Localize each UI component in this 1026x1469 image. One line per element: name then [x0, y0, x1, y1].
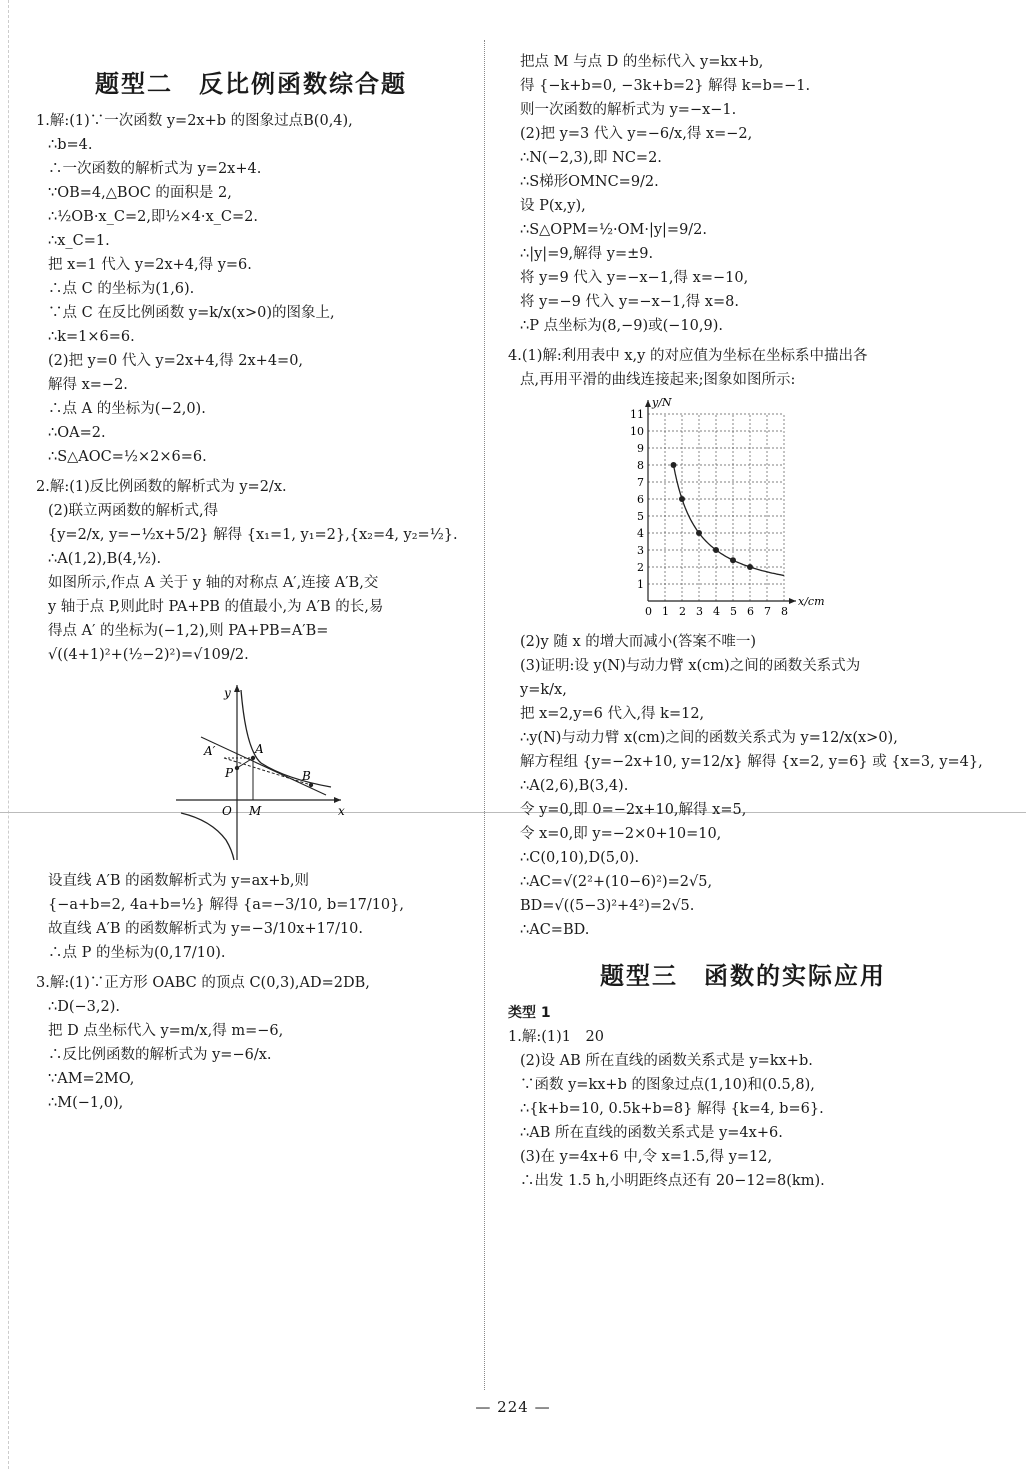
chart-y-label: y/N: [652, 396, 672, 409]
chart-y-tick-label: 6: [637, 493, 644, 506]
solution-line: 解方程组 {y=−2x+10, y=12/x} 解得 {x=2, y=6} 或 {x=3, y=4},: [520, 754, 983, 770]
solution-line: 得点 A′ 的坐标为(−1,2),则 PA+PB=A′B=: [48, 623, 329, 639]
solution-line: 把 D 点坐标代入 y=m/x,得 m=−6,: [48, 1023, 284, 1039]
solution-line: (2)把 y=3 代入 y=−6/x,得 x=−2,: [520, 126, 753, 142]
figure-q4-chart: [508, 396, 978, 626]
solution-line: 设 P(x,y),: [520, 198, 586, 214]
solution-line: 将 y=9 代入 y=−x−1,得 x=−10,: [520, 270, 749, 286]
solution-line: ∴C(0,10),D(5,0).: [520, 850, 640, 866]
fig-label-p: P: [225, 766, 234, 780]
chart-data-point: [747, 564, 753, 570]
solution-line: ∴N(−2,3),即 NC=2.: [520, 150, 662, 166]
solution-line: ∵AM=2MO,: [48, 1071, 135, 1087]
solution-line: ∴S△AOC=½×2×6=6.: [48, 449, 207, 465]
chart-y-tick-label: 10: [630, 425, 644, 438]
chart-x-tick-label: 2: [679, 605, 686, 618]
chart-data-point: [679, 496, 685, 502]
chart-x-tick-label: 8: [781, 605, 788, 618]
solution-line: 点,再用平滑的曲线连接起来;图象如图所示:: [520, 372, 796, 388]
solution-line: ∴k=1×6=6.: [48, 329, 135, 345]
section-title-2: 题型二 反比例函数综合题: [95, 70, 407, 98]
chart-x-tick-label: 1: [662, 605, 669, 618]
solution-line: BD=√((5−3)²+4²)=2√5.: [520, 898, 695, 914]
chart-x-tick-label: 3: [696, 605, 703, 618]
solution-line: 解得 x=−2.: [48, 377, 128, 393]
solution-line: 如图所示,作点 A 关于 y 轴的对称点 A′,连接 A′B,交: [48, 575, 379, 591]
solution-line: ∴OA=2.: [48, 425, 106, 441]
solution-line: (3)证明:设 y(N)与动力臂 x(cm)之间的函数关系式为: [520, 658, 861, 674]
solution-line: ∴P 点坐标为(8,−9)或(−10,9).: [520, 318, 723, 334]
solution-line: ∴出发 1.5 h,小明距终点还有 20−12=8(km).: [520, 1173, 825, 1189]
solution-line: 4.(1)解:利用表中 x,y 的对应值为坐标在坐标系中描出各: [508, 348, 868, 364]
solution-line: ∴M(−1,0),: [48, 1095, 124, 1111]
chart-x-tick-label: 5: [730, 605, 737, 618]
type-label: 类型 1: [508, 1005, 551, 1021]
solution-line: (3)在 y=4x+6 中,令 x=1.5,得 y=12,: [520, 1149, 773, 1165]
solution-line: ∴½OB·x_C=2,即½×4·x_C=2.: [48, 209, 258, 225]
solution-line: 令 x=0,即 y=−2×0+10=10,: [520, 826, 722, 842]
solution-line: ∵函数 y=kx+b 的图象过点(1,10)和(0.5,8),: [520, 1077, 815, 1093]
solution-line: ∴AB 所在直线的函数关系式是 y=4x+6.: [520, 1125, 783, 1141]
solution-line: 1.解:(1)∵一次函数 y=2x+b 的图象过点B(0,4),: [36, 113, 353, 129]
chart-data-point: [713, 547, 719, 553]
solution-line: (2)y 随 x 的增大而减小(答案不唯一): [520, 634, 757, 650]
chart-y-tick-label: 4: [637, 527, 644, 540]
solution-line: 将 y=−9 代入 y=−x−1,得 x=8.: [520, 294, 739, 310]
fig-label-m: M: [249, 804, 262, 818]
solution-line: ∴AC=BD.: [520, 922, 590, 938]
chart-y-tick-label: 8: [637, 459, 644, 472]
solution-line: ∴A(2,6),B(3,4).: [520, 778, 629, 794]
solution-line: ∴AC=√(2²+(10−6)²)=2√5,: [520, 874, 713, 890]
solution-line: ∴点 A 的坐标为(−2,0).: [48, 401, 206, 417]
section-title-3: 题型三 函数的实际应用: [600, 962, 886, 990]
binding-guide: [8, 0, 9, 1469]
solution-line: ∴D(−3,2).: [48, 999, 120, 1015]
chart-y-tick-label: 5: [637, 510, 644, 523]
chart-y-tick-label: 9: [637, 442, 644, 455]
solution-line: ∴S梯形OMNC=9/2.: [520, 174, 659, 190]
solution-line: {y=2/x, y=−½x+5/2} 解得 {x₁=1, y₁=2},{x₂=4, y₂=½}.: [48, 527, 458, 543]
solution-line: y=k/x,: [520, 682, 567, 698]
chart-x-tick-label: 6: [747, 605, 754, 618]
solution-line: ∵点 C 在反比例函数 y=k/x(x>0)的图象上,: [48, 305, 335, 321]
solution-line: √((4+1)²+(½−2)²)=√109/2.: [48, 647, 249, 663]
chart-x-tick-label: 0: [645, 605, 652, 618]
solution-line: 故直线 A′B 的函数解析式为 y=−3/10x+17/10.: [48, 921, 364, 937]
chart-data-point: [730, 557, 736, 563]
solution-line: 3.解:(1)∵正方形 OABC 的顶点 C(0,3),AD=2DB,: [36, 975, 370, 991]
fig-label-b: B: [302, 769, 311, 783]
chart-y-tick-label: 7: [637, 476, 644, 489]
chart-x-tick-label: 7: [764, 605, 771, 618]
fig-label-y: y: [224, 686, 231, 700]
chart-y-tick-label: 3: [637, 544, 644, 557]
solution-line: ∴S△OPM=½·OM·|y|=9/2.: [520, 222, 708, 238]
solution-line: 把点 M 与点 D 的坐标代入 y=kx+b,: [520, 54, 764, 70]
solution-line: ∴y(N)与动力臂 x(cm)之间的函数关系式为 y=12/x(x>0),: [520, 730, 898, 746]
figure-q2-graph: [36, 675, 466, 865]
chart-y-tick-label: 11: [630, 408, 644, 421]
solution-line: ∴点 C 的坐标为(1,6).: [48, 281, 195, 297]
solution-line: ∴x_C=1.: [48, 233, 110, 249]
page-number: — 224 —: [475, 1398, 551, 1416]
chart-y-arrow: [645, 400, 651, 407]
chart-x-arrow: [789, 598, 796, 604]
solution-line: ∴一次函数的解析式为 y=2x+4.: [48, 161, 262, 177]
column-divider: [484, 40, 485, 1390]
left-column: [36, 50, 466, 1115]
solution-line: ∴点 P 的坐标为(0,17/10).: [48, 945, 226, 961]
solution-line: y 轴于点 P,则此时 PA+PB 的值最小,为 A′B 的长,易: [48, 599, 384, 615]
solution-line: 1.解:(1)1 20: [508, 1029, 604, 1045]
fig-label-a-prime: A′: [204, 744, 216, 758]
chart-x-tick-label: 4: [713, 605, 720, 618]
solution-line: 把 x=2,y=6 代入,得 k=12,: [520, 706, 705, 722]
solution-line: (2)设 AB 所在直线的函数关系式是 y=kx+b.: [520, 1053, 813, 1069]
chart-curve-line: [674, 465, 785, 576]
solution-line: 令 y=0,即 0=−2x+10,解得 x=5,: [520, 802, 747, 818]
fig-label-a: A: [255, 742, 264, 756]
right-column: [508, 50, 983, 1193]
fig-label-x: x: [338, 804, 345, 818]
solution-line: 2.解:(1)反比例函数的解析式为 y=2/x.: [36, 479, 287, 495]
chart-x-label: x/cm: [798, 595, 825, 608]
solution-line: 把 x=1 代入 y=2x+4,得 y=6.: [48, 257, 252, 273]
solution-line: {−a+b=2, 4a+b=½} 解得 {a=−3/10, b=17/10},: [48, 897, 404, 913]
solution-line: ∵OB=4,△BOC 的面积是 2,: [48, 185, 232, 201]
solution-line: (2)把 y=0 代入 y=2x+4,得 2x+4=0,: [48, 353, 304, 369]
solution-line: ∴b=4.: [48, 137, 93, 153]
solution-line: ∴|y|=9,解得 y=±9.: [520, 246, 654, 262]
solution-line: 得 {−k+b=0, −3k+b=2} 解得 k=b=−1.: [520, 78, 811, 94]
solution-line: ∴反比例函数的解析式为 y=−6/x.: [48, 1047, 272, 1063]
chart-data-point: [671, 462, 677, 468]
solution-line: ∴{k+b=10, 0.5k+b=8} 解得 {k=4, b=6}.: [520, 1101, 824, 1117]
solution-line: 设直线 A′B 的函数解析式为 y=ax+b,则: [48, 873, 309, 889]
chart-data-point: [696, 530, 702, 536]
solution-line: ∴A(1,2),B(4,½).: [48, 551, 162, 567]
solution-line: 则一次函数的解析式为 y=−x−1.: [520, 102, 737, 118]
fig-label-o: O: [222, 804, 232, 818]
solution-line: (2)联立两函数的解析式,得: [48, 503, 219, 519]
chart-y-tick-label: 2: [637, 561, 644, 574]
chart-y-tick-label: 1: [637, 578, 644, 591]
